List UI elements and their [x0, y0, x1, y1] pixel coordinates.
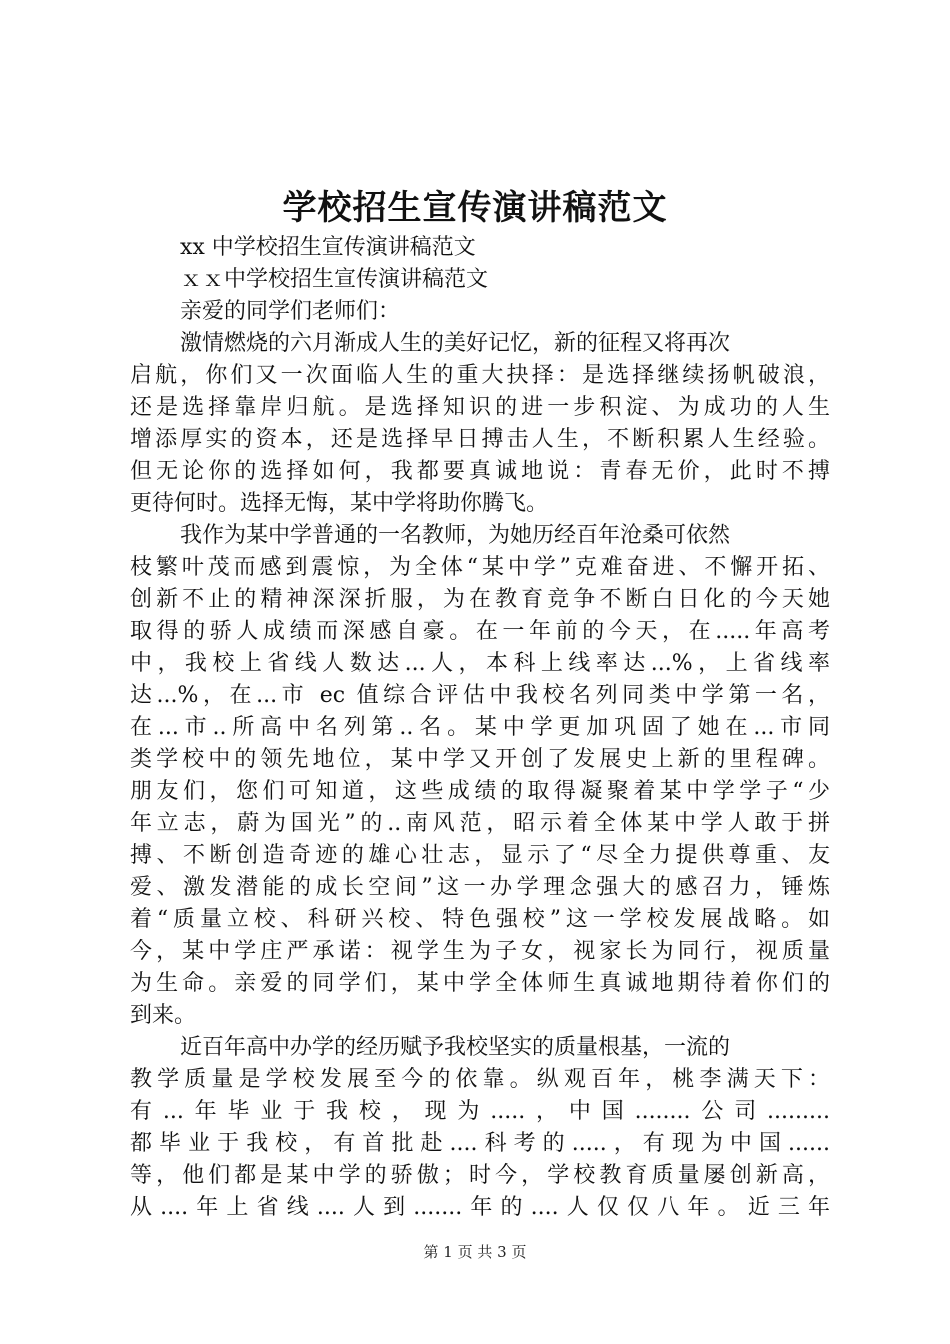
text-line: 近百年高中办学的经历赋予我校坚实的质量根基，一流的 — [180, 1035, 731, 1060]
text-line: 启航，你们又一次面临人生的重大抉择：是选择继续扬帆破浪， — [130, 363, 830, 388]
text-line: xx 中学校招生宣传演讲稿范文 — [180, 235, 476, 260]
page-footer: 第 1 页 共 3 页 — [423, 1243, 527, 1261]
text-line: 为生命。亲爱的同学们，某中学全体师生真诚地期待着你们的 — [130, 971, 830, 996]
document-title: 学校招生宣传演讲稿范文 — [282, 188, 668, 228]
text-line: 但无论你的选择如何，我都要真诚地说：青春无价，此时不搏 — [130, 459, 830, 484]
text-line: 着“质量立校、科研兴校、特色强校”这一学校发展战略。如 — [130, 907, 830, 932]
text-line: 更待何时。选择无悔，某中学将助你腾飞。 — [130, 491, 549, 516]
text-line: 达...%，在...市 ec 值综合评估中我校名列同类中学第一名， — [130, 683, 830, 708]
text-line: 朋友们，您们可知道，这些成绩的取得凝聚着某中学学子“少 — [130, 779, 830, 804]
text-line: 在...市..所高中名列第..名。某中学更加巩固了她在...市同 — [130, 715, 830, 740]
text-line: 还是选择靠岸归航。是选择知识的进一步积淀、为成功的人生 — [130, 395, 830, 420]
text-line: 年立志，蔚为国光”的..南风范，昭示着全体某中学人敢于拼 — [130, 811, 830, 836]
text-line: 等，他们都是某中学的骄傲；时今，学校教育质量屡创新高， — [130, 1163, 830, 1188]
text-line: 搏、不断创造奇迹的雄心壮志，显示了“尽全力提供尊重、友 — [130, 843, 830, 868]
text-line: ｘｘ中学校招生宣传演讲稿范文 — [180, 267, 489, 292]
text-line: 爱、激发潜能的成长空间”这一办学理念强大的感召力，锤炼 — [130, 875, 830, 900]
text-line: 我作为某中学普通的一名教师，为她历经百年沧桑可依然 — [180, 523, 731, 548]
text-line: 取得的骄人成绩而深感自豪。在一年前的今天，在.....年高考 — [130, 619, 830, 644]
text-line: 都毕业于我校，有首批赴....科考的.....，有现为中国...... — [130, 1131, 830, 1156]
text-line: 有...年毕业于我校，现为.....，中国........公司......... — [130, 1099, 830, 1124]
text-line: 类学校中的领先地位，某中学又开创了发展史上新的里程碑。 — [130, 747, 830, 772]
text-line: 从....年上省线....人到.......年的....人仅仅八年。近三年 — [130, 1195, 830, 1220]
text-line: 创新不止的精神深深折服，为在教育竞争不断白日化的今天她 — [130, 587, 830, 612]
text-line: 枝繁叶茂而感到震惊，为全体“某中学”克难奋进、不懈开拓、 — [130, 555, 830, 580]
text-line: 到来。 — [130, 1003, 197, 1028]
document-body — [130, 232, 830, 1224]
text-line: 增添厚实的资本，还是选择早日搏击人生，不断积累人生经验。 — [130, 427, 830, 452]
text-line: 教学质量是学校发展至今的依靠。纵观百年，桃李满天下： — [130, 1067, 830, 1092]
text-line: 激情燃烧的六月渐成人生的美好记忆，新的征程又将再次 — [180, 331, 731, 356]
text-line: 今，某中学庄严承诺：视学生为子女，视家长为同行，视质量 — [130, 939, 830, 964]
text-line: 中，我校上省线人数达...人，本科上线率达...%，上省线率 — [130, 651, 830, 676]
text-line: 亲爱的同学们老师们： — [180, 299, 401, 324]
